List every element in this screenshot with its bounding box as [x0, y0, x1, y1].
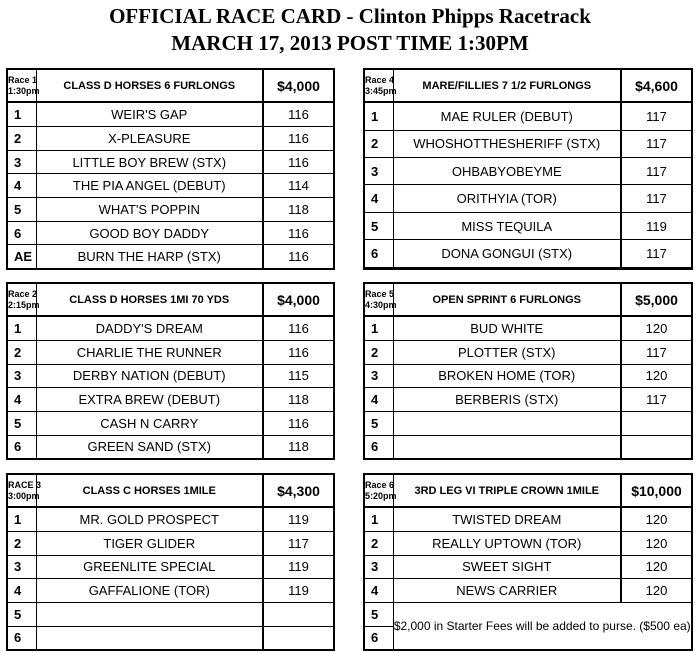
horse-weight: 116 — [263, 245, 333, 268]
horse-name: MR. GOLD PROSPECT — [36, 507, 263, 531]
entry-row — [8, 435, 333, 458]
post-number: 3 — [365, 555, 393, 579]
horse-weight: 120 — [621, 531, 691, 555]
post-number: 2 — [365, 130, 393, 157]
entry-row — [8, 221, 333, 245]
entry-row — [8, 555, 333, 579]
race-purse: $4,000 — [263, 284, 333, 316]
race-purse: $10,000 — [621, 475, 691, 507]
post-number: 1 — [8, 102, 36, 126]
race-purse: $4,600 — [621, 70, 691, 102]
horse-name: WHOSHOTTHESHERIFF (STX) — [393, 130, 621, 157]
entry-row — [365, 555, 691, 579]
horse-weight: 116 — [263, 126, 333, 150]
horse-name: EXTRA BREW (DEBUT) — [36, 388, 263, 412]
entry-row — [365, 364, 691, 388]
entry-row — [8, 579, 333, 603]
post-number — [365, 267, 393, 268]
horse-name: GREEN SAND (STX) — [36, 435, 263, 458]
post-number: 4 — [365, 388, 393, 412]
horse-weight: 117 — [621, 240, 691, 267]
horse-weight: 116 — [263, 150, 333, 174]
horse-weight: 116 — [263, 316, 333, 340]
race-description: 3RD LEG VI TRIPLE CROWN 1MILE — [393, 475, 621, 507]
race-description: MARE/FILLIES 7 1/2 FURLONGS — [393, 70, 621, 102]
post-number: 5 — [365, 602, 393, 626]
horse-name: GOOD BOY DADDY — [36, 221, 263, 245]
horse-weight: 120 — [621, 316, 691, 340]
race-card-race-4 — [363, 68, 693, 270]
post-number: 2 — [365, 340, 393, 364]
post-number: 1 — [365, 102, 393, 130]
horse-name: DADDY'S DREAM — [36, 316, 263, 340]
post-number: 3 — [8, 150, 36, 174]
entry-row — [8, 531, 333, 555]
entry-row — [8, 602, 333, 626]
horse-name — [393, 435, 621, 458]
entry-row — [8, 245, 333, 268]
entry-row — [365, 316, 691, 340]
post-number: 5 — [8, 198, 36, 222]
horse-weight: 120 — [621, 555, 691, 579]
post-number: 5 — [365, 411, 393, 435]
post-number: 6 — [8, 435, 36, 458]
post-number: 3 — [365, 158, 393, 185]
starter-fees-note: $2,000 in Starter Fees will be added to purse. ($500 ea) — [393, 602, 691, 649]
entry-row — [8, 411, 333, 435]
horse-name: CASH N CARRY — [36, 411, 263, 435]
horse-name: DONA GONGUI (STX) — [393, 240, 621, 267]
post-number: 6 — [365, 626, 393, 649]
horse-name: TWISTED DREAM — [393, 507, 621, 531]
post-number: AE — [8, 245, 36, 268]
horse-name: BURN THE HARP (STX) — [36, 245, 263, 268]
horse-name: OHBABYOBEYME — [393, 158, 621, 185]
race-label: Race 6 5:20pm — [365, 475, 393, 507]
post-number: 1 — [365, 507, 393, 531]
horse-weight: 117 — [621, 102, 691, 130]
horse-weight: 120 — [621, 364, 691, 388]
post-number: 1 — [365, 316, 393, 340]
horse-name: LITTLE BOY BREW (STX) — [36, 150, 263, 174]
horse-weight: 117 — [621, 388, 691, 412]
entry-row — [365, 411, 691, 435]
post-number: 6 — [365, 240, 393, 267]
horse-weight: 117 — [263, 531, 333, 555]
race-description: CLASS C HORSES 1MILE — [36, 475, 263, 507]
horse-weight: 118 — [263, 198, 333, 222]
race-card-title: OFFICIAL RACE CARD - Clinton Phipps Racetrack — [109, 4, 591, 28]
horse-name: GREENLITE SPECIAL — [36, 555, 263, 579]
horse-weight — [621, 435, 691, 458]
entry-row — [365, 212, 691, 239]
horse-weight: 119 — [263, 579, 333, 603]
entry-row — [365, 435, 691, 458]
horse-name — [393, 267, 621, 268]
entry-row — [8, 364, 333, 388]
horse-weight: 115 — [263, 364, 333, 388]
entry-row — [365, 340, 691, 364]
horse-weight: 117 — [621, 130, 691, 157]
horse-weight — [621, 267, 691, 268]
entry-row — [365, 102, 691, 130]
horse-weight: 119 — [621, 212, 691, 239]
race-date-post-time: MARCH 17, 2013 POST TIME 1:30PM — [171, 31, 529, 55]
horse-weight: 116 — [263, 411, 333, 435]
race-label: Race 4 3:45pm — [365, 70, 393, 102]
entry-row — [365, 388, 691, 412]
horse-weight: 116 — [263, 102, 333, 126]
horse-weight: 119 — [263, 507, 333, 531]
horse-name: DERBY NATION (DEBUT) — [36, 364, 263, 388]
race-card-race-5 — [363, 282, 693, 460]
post-number: 5 — [8, 411, 36, 435]
race-card-race-6 — [363, 473, 693, 651]
race-purse: $5,000 — [621, 284, 691, 316]
post-number: 3 — [365, 364, 393, 388]
horse-name: MISS TEQUILA — [393, 212, 621, 239]
horse-weight: 117 — [621, 185, 691, 212]
post-number: 2 — [8, 340, 36, 364]
horse-name: WHAT'S POPPIN — [36, 198, 263, 222]
entry-row — [8, 340, 333, 364]
post-number: 4 — [365, 579, 393, 603]
horse-name: PLOTTER (STX) — [393, 340, 621, 364]
horse-name: THE PIA ANGEL (DEBUT) — [36, 174, 263, 198]
post-number: 4 — [8, 174, 36, 198]
race-card-race-3 — [6, 473, 335, 651]
post-number: 5 — [8, 602, 36, 626]
post-number: 4 — [8, 388, 36, 412]
horse-name: GAFFALIONE (TOR) — [36, 579, 263, 603]
post-number: 6 — [365, 435, 393, 458]
race-label: Race 1 1:30pm — [8, 70, 36, 102]
horse-weight: 120 — [621, 507, 691, 531]
horse-weight: 118 — [263, 435, 333, 458]
race-label: Race 5 4:30pm — [365, 284, 393, 316]
horse-weight — [263, 626, 333, 649]
horse-name: TIGER GLIDER — [36, 531, 263, 555]
horse-weight — [263, 602, 333, 626]
entry-row — [365, 602, 691, 626]
entry-row — [8, 174, 333, 198]
post-number: 1 — [8, 316, 36, 340]
horse-weight: 116 — [263, 221, 333, 245]
horse-weight: 118 — [263, 388, 333, 412]
entry-row — [365, 130, 691, 157]
horse-name: X-PLEASURE — [36, 126, 263, 150]
entry-row — [365, 507, 691, 531]
post-number: 2 — [365, 531, 393, 555]
entry-row — [8, 388, 333, 412]
post-number: 3 — [8, 555, 36, 579]
horse-name: ORITHYIA (TOR) — [393, 185, 621, 212]
entry-row — [8, 102, 333, 126]
race-card-race-1 — [6, 68, 335, 270]
entry-row — [8, 626, 333, 649]
post-number: 2 — [8, 126, 36, 150]
horse-name: BERBERIS (STX) — [393, 388, 621, 412]
entry-row — [365, 267, 691, 268]
race-purse: $4,300 — [263, 475, 333, 507]
entry-row — [8, 316, 333, 340]
post-number: 1 — [8, 507, 36, 531]
race-description: OPEN SPRINT 6 FURLONGS — [393, 284, 621, 316]
entry-row — [365, 158, 691, 185]
horse-name: SWEET SIGHT — [393, 555, 621, 579]
race-purse: $4,000 — [263, 70, 333, 102]
race-description: CLASS D HORSES 1MI 70 YDS — [36, 284, 263, 316]
horse-name: BUD WHITE — [393, 316, 621, 340]
entry-row — [365, 185, 691, 212]
race-description: CLASS D HORSES 6 FURLONGS — [36, 70, 263, 102]
horse-name: REALLY UPTOWN (TOR) — [393, 531, 621, 555]
post-number: 3 — [8, 364, 36, 388]
entry-row — [8, 150, 333, 174]
horse-weight: 117 — [621, 158, 691, 185]
entry-row — [8, 126, 333, 150]
post-number: 4 — [8, 579, 36, 603]
horse-weight: 119 — [263, 555, 333, 579]
horse-name: NEWS CARRIER — [393, 579, 621, 603]
post-number: 2 — [8, 531, 36, 555]
horse-weight — [621, 411, 691, 435]
horse-name — [393, 411, 621, 435]
entry-row — [365, 240, 691, 267]
post-number: 4 — [365, 185, 393, 212]
race-label: RACE 3 3:00pm — [8, 475, 36, 507]
race-label: Race 2 2:15pm — [8, 284, 36, 316]
post-number: 6 — [8, 626, 36, 649]
horse-weight: 116 — [263, 340, 333, 364]
horse-name: BROKEN HOME (TOR) — [393, 364, 621, 388]
entry-row — [365, 579, 691, 603]
horse-weight: 120 — [621, 579, 691, 603]
post-number: 5 — [365, 212, 393, 239]
horse-weight: 114 — [263, 174, 333, 198]
entry-row — [8, 198, 333, 222]
post-number: 6 — [8, 221, 36, 245]
horse-weight: 117 — [621, 340, 691, 364]
horse-name — [36, 602, 263, 626]
entry-row — [365, 531, 691, 555]
horse-name: WEIR'S GAP — [36, 102, 263, 126]
horse-name — [36, 626, 263, 649]
race-card-race-2 — [6, 282, 335, 460]
horse-name: CHARLIE THE RUNNER — [36, 340, 263, 364]
entry-row — [8, 507, 333, 531]
horse-name: MAE RULER (DEBUT) — [393, 102, 621, 130]
